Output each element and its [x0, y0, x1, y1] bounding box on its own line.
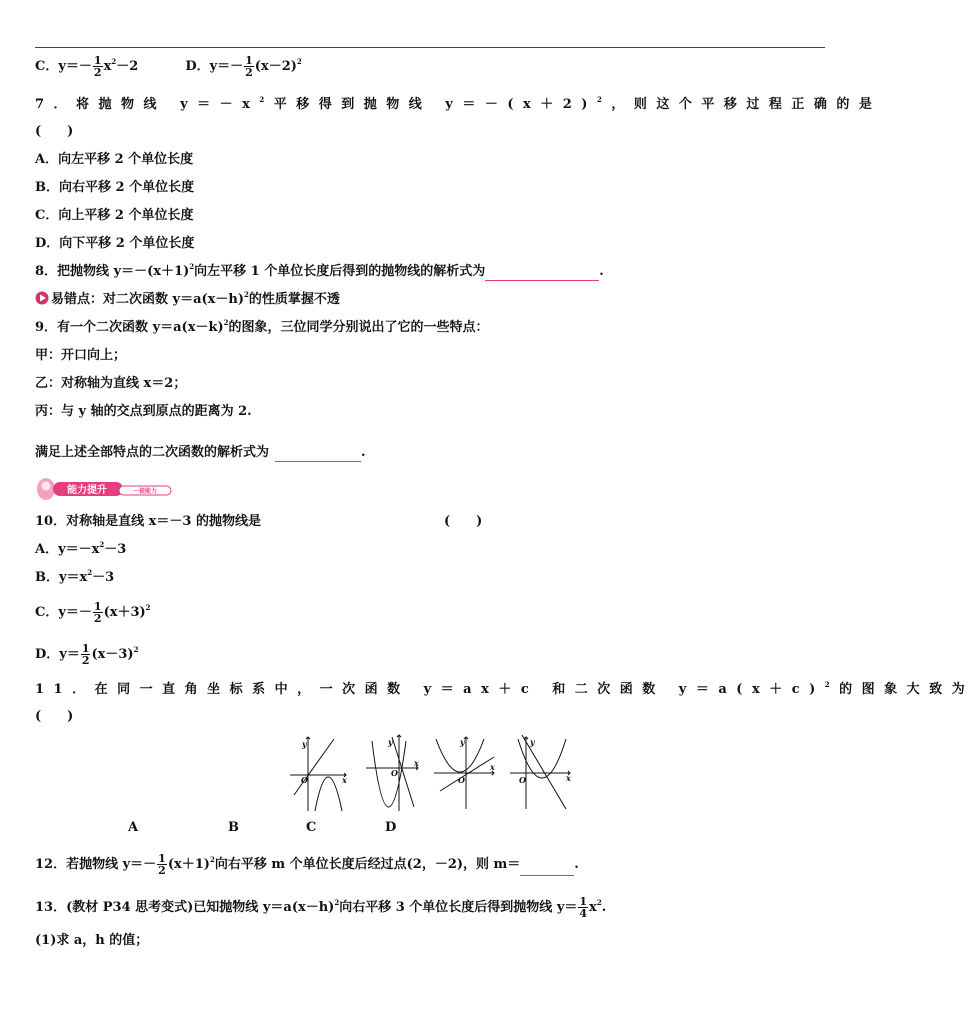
- fraction: $\frac{1}{4}$: [579, 895, 588, 920]
- q12-answer-blank[interactable]: [520, 861, 574, 876]
- q6-option-d: D．y＝－ $\frac{1}{2}$ $(x-2)^2$: [185, 54, 302, 79]
- graph-b-x-label: x: [414, 758, 419, 768]
- q11-caption-c: C: [306, 820, 317, 835]
- q8-stem: 8．把抛物线 $y=-(x+1)^2$向左平移 1 个单位长度后得到的抛物线的解析式为 .: [35, 262, 604, 279]
- q6-options: [35, 55, 302, 78]
- q9-ask: 满足上述全部特点的二次函数的解析式为 .: [35, 437, 366, 462]
- graph-c-origin: O: [458, 775, 465, 785]
- q11-graphs: [288, 733, 573, 813]
- fraction: $\frac{1}{2}$: [93, 600, 102, 625]
- tip-line: 易错点：对二次函数 $y=a(x-h)^2$的性质掌握不透: [35, 291, 340, 309]
- q12-stem: 12．若抛物线 y＝－ $\frac{1}{2}$ $(x+1)^2$向右平移 m 个单位长度后经过点(2，－2)，则 m＝ .: [35, 852, 579, 877]
- q8-answer-blank[interactable]: [485, 266, 599, 281]
- q11-stem: 11．在同一直角坐标系中，一次函数 y＝ax＋c 和二次函数 $y=a(x+c)^2$的图象大致为: [35, 680, 974, 697]
- q7-option-d: D．向下平移 2 个单位长度: [35, 236, 195, 251]
- graph-a-x-label: x: [342, 775, 347, 785]
- q13-stem: 13．(教材 P34 思考变式)已知抛物线 $y=a(x-h)^2$向右平移 3 个单位长度后得到抛物线 y＝ $\frac{1}{4}$ $x^2$.: [35, 895, 607, 920]
- graph-c-x-label: x: [490, 762, 495, 772]
- header-rule: [35, 47, 825, 48]
- q7-option-b: B．向右平移 2 个单位长度: [35, 180, 195, 195]
- play-arrow-icon: [35, 291, 49, 305]
- q10-option-d: D．y＝ $\frac{1}{2}$ $(x-3)^2$: [35, 642, 139, 667]
- q13-sub1: (1)求 a，h 的值；: [35, 933, 149, 948]
- q9-stem: 9．有一个二次函数 $y=a(x-k)^2$的图象，三位同学分别说出了它的一些特点：: [35, 318, 489, 335]
- q7-answer-paren: ( ): [35, 124, 74, 139]
- q9-yi: 乙：对称轴为直线 x＝2；: [35, 376, 187, 391]
- graph-b-y-label: y: [388, 737, 393, 747]
- fraction: $\frac{1}{2}$: [81, 642, 90, 667]
- q7-option-a: A．向左平移 2 个单位长度: [35, 152, 194, 167]
- fraction: $\frac{1}{2}$: [93, 54, 102, 79]
- graph-c-y-label: y: [460, 737, 465, 747]
- q10-option-b: B．$y=x^2-3$: [35, 568, 115, 585]
- fraction: $\frac{1}{2}$: [245, 54, 253, 79]
- q10-option-a: A．$y=-x^2-3$: [35, 540, 127, 557]
- q9-jia: 甲：开口向上；: [35, 348, 127, 363]
- q11-caption-a: A: [128, 820, 139, 835]
- ability-banner: [35, 476, 175, 502]
- q9-bing: 丙：与 y 轴的交点到原点的距离为 2.: [35, 404, 252, 419]
- graph-b-origin: O: [391, 768, 398, 778]
- q10-option-c: C．y＝－ $\frac{1}{2}$ $(x+3)^2$: [35, 600, 151, 625]
- q9-answer-blank[interactable]: [275, 437, 361, 462]
- q7-stem: 7．将抛物线 $y=-x^2$平移得到抛物线 $y=-(x+2)^2$，则这个平移过程正确的是: [35, 95, 882, 112]
- q11-answer-paren: ( ): [35, 709, 74, 724]
- q10-answer-paren: ( ): [444, 514, 483, 529]
- q6-option-c: C．y＝－ $\frac{1}{2}$ $x^2-2$: [35, 54, 139, 79]
- graph-d: [510, 735, 570, 809]
- q10-stem: 10．对称轴是直线 x＝－3 的抛物线是 ( ): [35, 514, 483, 529]
- q11-caption-d: D: [385, 820, 397, 835]
- q7-option-c: C．向上平移 2 个单位长度: [35, 208, 194, 223]
- q11-caption-b: B: [228, 820, 239, 835]
- graph-a: [290, 737, 346, 811]
- graph-a-y-label: y: [302, 739, 307, 749]
- banner-title: 能力提升: [67, 485, 107, 496]
- banner-subtitle: 一提能力: [132, 488, 158, 495]
- graph-d-x-label: x: [566, 773, 571, 783]
- graph-a-origin: O: [301, 775, 308, 785]
- graph-c: [434, 737, 494, 809]
- graph-d-origin: O: [519, 775, 526, 785]
- graph-d-y-label: y: [530, 737, 535, 747]
- fraction: $\frac{1}{2}$: [158, 852, 166, 877]
